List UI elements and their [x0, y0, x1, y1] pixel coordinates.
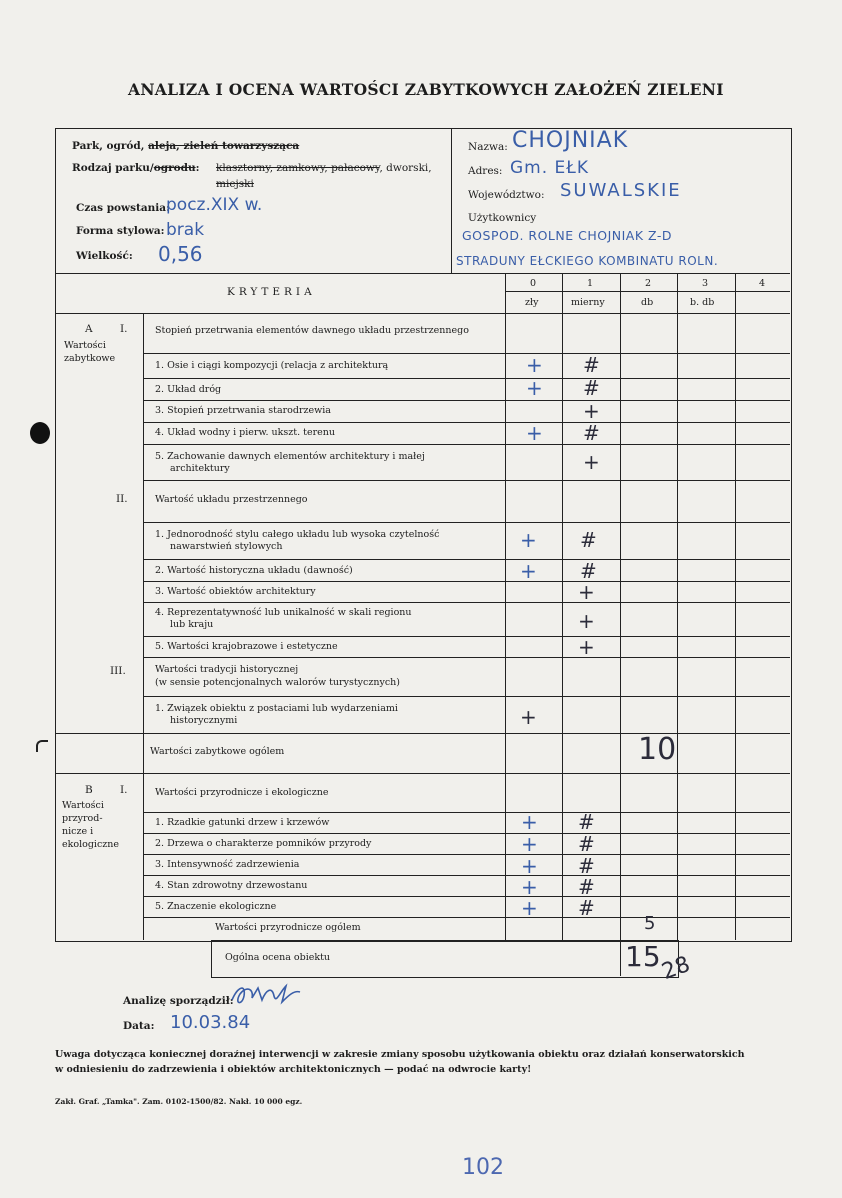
- criterion-a1-3: 3. Stopień przetrwania starodrzewia: [155, 405, 331, 416]
- header-divider: [451, 128, 452, 273]
- row-line: [143, 854, 790, 855]
- section-b-label-2: przyrod-: [62, 813, 103, 824]
- print-info: Zakł. Graf. „Tamka". Zam. 0102-1500/82. Nakł. 10 000 egz.: [55, 1097, 303, 1106]
- mark-a2-5-col1: +: [578, 635, 595, 659]
- criterion-b1-3: 3. Intensywność zadrzewienia: [155, 859, 300, 870]
- mark-b1-4-col0: +: [521, 875, 538, 899]
- score-1: 1: [587, 278, 594, 289]
- mark-a2-2-col1: #: [580, 559, 597, 583]
- punch-hole: [30, 422, 50, 444]
- criterion-a1-4: 4. Układ wodny i pierw. ukszt. terenu: [155, 427, 335, 438]
- mark-a3-1-col0: +: [520, 705, 537, 729]
- criterion-a2-3: 3. Wartość obiektów architektury: [155, 586, 316, 597]
- mark-a1-2-col1: #: [583, 376, 600, 400]
- criterion-b1-2: 2. Drzewa o charakterze pomników przyrody: [155, 838, 372, 849]
- wojewodztwo-value: SUWALSKIE: [560, 180, 682, 201]
- criterion-a2-1: 1. Jednorodność stylu całego układu lub wysoka czytelność: [155, 529, 440, 540]
- criterion-b1-1: 1. Rzadkie gatunki drzew i krzewów: [155, 817, 330, 828]
- mark-b1-3-col0: +: [521, 854, 538, 878]
- mark-a1-2-col0: +: [526, 376, 543, 400]
- score-word-1: mierny: [571, 297, 605, 308]
- row-line: [143, 400, 790, 401]
- mark-a2-3-col1: +: [578, 580, 595, 604]
- criterion-a3-1: 1. Związek obiektu z postaciami lub wydarzeniami: [155, 703, 398, 714]
- ogolna-ocena-extra: 28: [658, 951, 694, 986]
- uzytkownicy-label: Użytkownicy: [468, 212, 537, 224]
- section-a-roman-2: II.: [116, 493, 128, 505]
- row-line: [143, 581, 790, 582]
- wielkosc-label: Wielkość:: [76, 250, 133, 262]
- section-b-label-3: nicze i: [62, 826, 94, 837]
- criterion-a1-2: 2. Układ dróg: [155, 384, 222, 395]
- mark-b1-4-col1: #: [578, 875, 595, 899]
- row-line: [55, 733, 790, 734]
- row-line: [143, 657, 790, 658]
- nazwa-value: CHOJNIAK: [512, 128, 629, 153]
- criterion-a1-5-cont: architektury: [170, 463, 230, 474]
- mark-a2-1-col0: +: [520, 528, 537, 552]
- mark-a1-5-col1: +: [583, 450, 600, 474]
- wartosci-przyrodnicze-ogolem-label: Wartości przyrodnicze ogólem: [215, 922, 361, 933]
- criterion-b1-5: 5. Znaczenie ekologiczne: [155, 901, 277, 912]
- mark-a2-2-col0: +: [520, 559, 537, 583]
- score-3: 3: [702, 278, 709, 289]
- score-4: 4: [759, 278, 766, 289]
- group-a3-title-1: Wartości tradycji historycznej: [155, 664, 299, 675]
- row-line: [143, 353, 790, 354]
- col-line-3: [677, 273, 678, 940]
- kryteria-heading: KRYTERIA: [227, 286, 316, 298]
- rodzaj-parku-label: Rodzaj parku/ogrodu:: [72, 162, 200, 174]
- park-label: Park, ogród, aleja, zieleń towarzysząca: [72, 140, 300, 152]
- mark-a2-1-col1: #: [580, 528, 597, 552]
- wartosci-zabytkowe-ogolem-label: Wartości zabytkowe ogólem: [150, 746, 285, 757]
- uzytkownicy-value-line2: STRADUNY EŁCKIEGO KOMBINATU ROLN.: [456, 254, 719, 268]
- mark-b1-1-col0: +: [521, 810, 538, 834]
- rodzaj-parku-options: klasztorny, zamkowy, pałacowy, dworski,: [216, 162, 432, 174]
- group-a2-title: Wartość układu przestrzennego: [155, 494, 308, 505]
- mark-b1-5-col0: +: [521, 896, 538, 920]
- section-b-label-1: Wartości: [62, 800, 104, 811]
- mark-a1-1-col0: +: [526, 353, 543, 377]
- row-line: [143, 917, 790, 918]
- row-line: [143, 636, 790, 637]
- col-line-1: [562, 273, 563, 940]
- row-line: [143, 875, 790, 876]
- ink-mark: [36, 740, 48, 752]
- criterion-a2-5: 5. Wartości krajobrazowe i estetyczne: [155, 641, 338, 652]
- section-a-roman-1: I.: [120, 323, 128, 335]
- criterion-a2-2: 2. Wartość historyczna układu (dawność): [155, 565, 353, 576]
- row-line: [143, 378, 790, 379]
- section-b-letter: B: [85, 784, 93, 796]
- section-b-roman-1: I.: [120, 784, 128, 796]
- row-line: [143, 522, 790, 523]
- overall-col-line: [620, 940, 621, 976]
- score-header-split: [505, 291, 790, 292]
- col-line-0: [505, 273, 506, 940]
- row-line: [143, 812, 790, 813]
- score-word-3: b. db: [690, 297, 715, 308]
- section-a-label-1: Wartości: [64, 340, 106, 351]
- score-2: 2: [645, 278, 652, 289]
- row-line: [143, 480, 790, 481]
- criterion-a2-4-cont: lub kraju: [170, 619, 214, 630]
- group-a1-title: Stopień przetrwania elementów dawnego układu przestrzennego: [155, 325, 469, 336]
- wartosci-przyrodnicze-ogolem-value: 5: [644, 913, 656, 934]
- wartosci-zabytkowe-ogolem-value: 10: [638, 732, 677, 767]
- miejski-option: miejski: [216, 178, 254, 190]
- mark-b1-3-col1: #: [578, 854, 595, 878]
- criteria-header-bottom: [55, 313, 790, 314]
- row-line: [143, 896, 790, 897]
- adres-value: Gm. EŁK: [510, 158, 589, 178]
- mark-a1-4-col0: +: [526, 421, 543, 445]
- row-line: [143, 559, 790, 560]
- uwaga-note-line1: Uwaga dotycząca koniecznej doraźnej interwencji w zakresie zmiany sposobu użytkowania obiektu oraz działań konserwatorskich: [55, 1049, 745, 1060]
- col-line-2: [620, 273, 621, 940]
- row-line: [143, 422, 790, 423]
- mark-b1-2-col1: #: [578, 832, 595, 856]
- adres-label: Adres:: [468, 165, 503, 177]
- row-line: [143, 602, 790, 603]
- data-label: Data:: [123, 1020, 155, 1032]
- nazwa-label: Nazwa:: [468, 141, 508, 153]
- group-b1-title: Wartości przyrodnicze i ekologiczne: [155, 787, 329, 798]
- section-label-column: [143, 313, 144, 940]
- row-line: [143, 696, 790, 697]
- criterion-a2-1-cont: nawarstwień stylowych: [170, 541, 283, 552]
- mark-b1-1-col1: #: [578, 810, 595, 834]
- forma-stylowa-value: brak: [166, 220, 205, 240]
- forma-stylowa-label: Forma stylowa:: [76, 225, 165, 237]
- section-a-roman-3: III.: [110, 665, 126, 677]
- data-value: 10.03.84: [170, 1012, 251, 1033]
- score-0: 0: [530, 278, 537, 289]
- section-a-label-2: zabytkowe: [64, 353, 116, 364]
- group-a3-title-2: (w sensie potencjonalnych walorów turystycznych): [155, 677, 400, 688]
- criterion-b1-4: 4. Stan zdrowotny drzewostanu: [155, 880, 308, 891]
- row-line: [143, 444, 790, 445]
- ogolna-ocena-value: 15: [625, 940, 661, 973]
- czas-powstania-label: Czas powstania:: [76, 202, 170, 214]
- mark-a1-3-col1: +: [583, 399, 600, 423]
- mark-a1-1-col1: #: [583, 353, 600, 377]
- criterion-a1-5: 5. Zachowanie dawnych elementów architektury i małej: [155, 451, 425, 462]
- wielkosc-value: 0,56: [158, 242, 203, 266]
- section-a-letter: A: [85, 323, 93, 335]
- form-title: ANALIZA I OCENA WARTOŚCI ZABYTKOWYCH ZAŁOŻEŃ ZIELENI: [128, 80, 724, 99]
- analiza-sporzadzil-label: Analizę sporządził:: [123, 995, 234, 1007]
- criterion-a3-1-cont: historycznymi: [170, 715, 238, 726]
- header-bottom-line: [55, 273, 790, 274]
- row-line: [55, 773, 790, 774]
- czas-powstania-value: pocz.XIX w.: [166, 195, 263, 215]
- score-word-2: db: [641, 297, 654, 308]
- signature-image: [228, 978, 308, 1012]
- mark-b1-5-col1: #: [578, 896, 595, 920]
- mark-a1-4-col1: #: [583, 421, 600, 445]
- page-mark: 102: [462, 1155, 504, 1180]
- score-word-0: zły: [525, 297, 539, 308]
- mark-a2-4-col1: +: [578, 609, 595, 633]
- section-b-label-4: ekologiczne: [62, 839, 120, 850]
- criterion-a1-1: 1. Osie i ciągi kompozycji (relacja z architekturą: [155, 360, 389, 371]
- col-line-4: [735, 273, 736, 940]
- ogolna-ocena-label: Ogólna ocena obiektu: [225, 952, 331, 963]
- criterion-a2-4: 4. Reprezentatywność lub unikalność w skali regionu: [155, 607, 412, 618]
- uzytkownicy-value-line1: GOSPOD. ROLNE CHOJNIAK Z-D: [462, 228, 673, 243]
- wojewodztwo-label: Województwo:: [468, 189, 545, 201]
- mark-b1-2-col0: +: [521, 832, 538, 856]
- row-line: [143, 833, 790, 834]
- uwaga-note-line2: w odniesieniu do zadrzewienia i obiektów architektonicznych — podać na odwrocie karty!: [55, 1064, 532, 1075]
